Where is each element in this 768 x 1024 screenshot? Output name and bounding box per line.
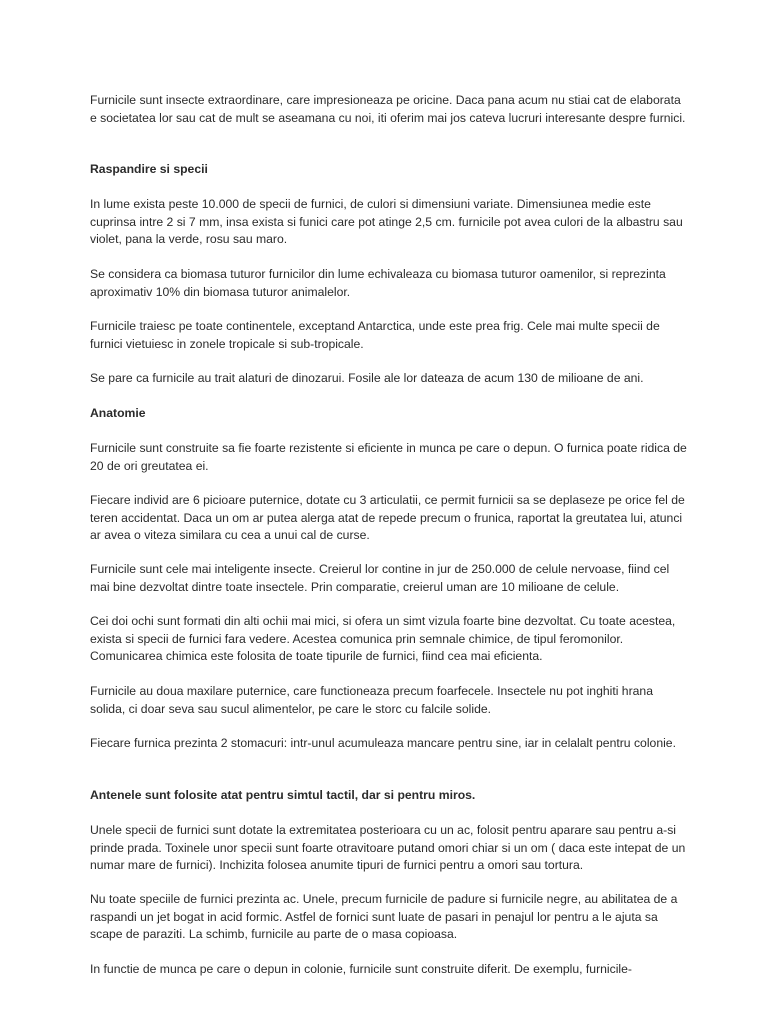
paragraph-anatomy-3: Furnicile sunt cele mai inteligente insecte. Creierul lor contine in jur de 250.000 de celule nervoase, fiind cel mai bine dezvoltat dintre toate insectele. Prin comparatie, creierul uman are 10 milioane de celule. [90, 562, 670, 594]
paragraph-anatomy-2: Fiecare individ are 6 picioare puternice, dotate cu 3 articulatii, ce permit furnicii sa se deplaseze pe orice fel de teren accidentat. Daca un om ar putea alerga atat de repede precum o frunica, raportat la greutatea lui, atunci ar avea o viteza similara cu cea a unui cal de curse. [90, 493, 685, 542]
paragraph-spread-1: In lume exista peste 10.000 de specii de furnici, de culori si dimensiuni variate. Dimensiunea medie este cuprinsa intre 2 si 7 mm, insa exista si funici care pot atinge 2,5 cm. furnicile pot avea culori de la albastru sau violet, pana la verde, rosu sau maro. [90, 197, 683, 246]
paragraph-spread-3: Furnicile traiesc pe toate continentele, exceptand Antarctica, unde este prea frig. Cele mai multe specii de furnici vietuiesc in zonele tropicale si sub-tropicale. [90, 319, 660, 351]
paragraph-antennae-1: Unele specii de furnici sunt dotate la extremitatea posterioara cu un ac, folosit pentru aparare sau pentru a-si prinde prada. Toxinele unor specii sunt foarte otravitoare putand omori chiar si un om ( daca este intepat de un numar mare de furnici). Inchizita folosea anumite tipuri de furnici pentru a omori sau tortura. [90, 823, 686, 872]
paragraph-antennae-3: In functie de munca pe care o depun in colonie, furnicile sunt construite diferit. De exemplu, furnicile- [90, 962, 632, 976]
section-heading-anatomy: Anatomie [90, 406, 146, 420]
paragraph-spread-2: Se considera ca biomasa tuturor furnicilor din lume echivaleaza cu biomasa tuturor oamenilor, si reprezinta aproximativ 10% din biomasa tuturor animalelor. [90, 267, 666, 299]
paragraph-anatomy-1: Furnicile sunt construite sa fie foarte rezistente si eficiente in munca pe care o depun. O furnica poate ridica de 20 de ori greutatea ei. [90, 441, 687, 473]
paragraph-antennae-2: Nu toate speciile de furnici prezinta ac. Unele, precum furnicile de padure si furnicile negre, au abilitatea de a raspandi un jet bogat in acid formic. Astfel de fornici sunt luate de pasari in penajul lor pentru a le ajuta sa scape de paraziti. La schimb, furnicile au parte de o masa copioasa. [90, 892, 678, 941]
intro-paragraph: Furnicile sunt insecte extraordinare, care impresioneaza pe oricine. Daca pana acum nu stiai cat de elaborata e societatea lor sau cat de mult se aseamana cu noi, iti oferim mai jos cateva lucruri interesante despre furnici. [90, 93, 686, 125]
paragraph-anatomy-5: Furnicile au doua maxilare puternice, care functioneaza precum foarfecele. Insectele nu pot inghiti hrana solida, ci doar seva sau sucul alimentelor, pe care le storc cu falcile solide. [90, 684, 653, 716]
section-heading-spread: Raspandire si specii [90, 162, 208, 176]
paragraph-spread-4: Se pare ca furnicile au trait alaturi de dinozarui. Fosile ale lor dateaza de acum 130 de milioane de ani. [90, 371, 644, 385]
paragraph-anatomy-4: Cei doi ochi sunt formati din alti ochii mai mici, si ofera un simt vizula foarte bine dezvoltat. Cu toate acestea, exista si specii de furnici fara vedere. Acestea comunica prin semnale chimice, de tipul feromonilor. Comunicarea chimica este folosita de toate tipurile de furnici, fiind cea mai eficienta. [90, 614, 676, 663]
section-heading-antennae: Antenele sunt folosite atat pentru simtul tactil, dar si pentru miros. [90, 788, 476, 802]
paragraph-anatomy-6: Fiecare furnica prezinta 2 stomacuri: intr-unul acumuleaza mancare pentru sine, iar in celalalt pentru colonie. [90, 736, 676, 750]
